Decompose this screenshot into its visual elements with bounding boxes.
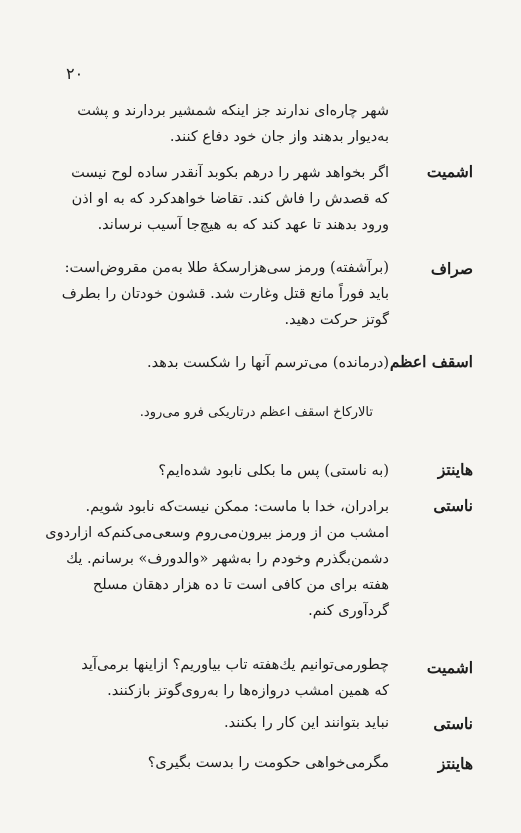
dialogue-entry: [43, 652, 473, 704]
dialogue-entry: [43, 458, 473, 484]
dialogue-entry: [43, 750, 473, 776]
dialogue-line: که قصدش را فاش کند. تقاضا خواهدکرد که به او اذن: [71, 191, 389, 207]
dialogue-line: که همین امشب دروازه‌ها را به‌روی‌گوتز بازکنند.: [107, 683, 389, 699]
dialogue-entry: [43, 494, 473, 624]
dialogue-text: [43, 255, 389, 333]
dialogue-entry: [43, 710, 473, 736]
dialogue-text: [43, 494, 389, 624]
speaker-name: ناستی: [433, 714, 473, 733]
dialogue-line: (درمانده) می‌ترسم آنها را شکست بدهد.: [147, 355, 389, 371]
dialogue-line: برادران، خدا با ماست: ممکن نیست‌که نابود شویم.: [85, 499, 389, 515]
dialogue-text: [43, 98, 389, 150]
dialogue-line: دشمن‌بگذرم وخودم را به‌شهر «والدورف» برسانم. یك: [66, 551, 389, 567]
dialogue-text: [43, 710, 389, 736]
dialogue-entry: [43, 98, 473, 150]
dialogue-line: مگرمی‌خواهی حکومت را بدست بگیری؟: [147, 755, 389, 771]
dialogue-text: [43, 458, 389, 484]
dialogue-line: باید فوراً مانع قتل وغارت شد. قشون خودتان را بطرف: [61, 286, 389, 302]
speaker-name: اسقف اعظم: [389, 352, 473, 371]
dialogue-line: هفته برای من کافی است تا ده هزار دهقان مسلح: [92, 577, 389, 593]
dialogue-line: (برآشفته) ورمز سی‌هزارسکهٔ طلا به‌من مقروض‌است:: [64, 260, 389, 276]
dialogue-text: [43, 160, 389, 238]
speaker-name: صراف: [430, 259, 473, 278]
dialogue-text: [43, 652, 389, 704]
dialogue-line: امشب من از ورمز بیرون‌می‌روم وسعی‌می‌کنم‌که ازاردوی: [45, 525, 389, 541]
dialogue-line: نباید بتوانند این کار را بکنند.: [224, 715, 389, 731]
dialogue-line: گوتز حرکت دهید.: [284, 312, 389, 328]
page-number: ۲۰: [66, 64, 84, 83]
stage-direction: تالارکاخ اسقف اعظم درتاریکی فرو می‌رود.: [139, 405, 373, 420]
speaker-name: هاینتز: [437, 460, 473, 479]
speaker-name: هاینتز: [437, 754, 473, 773]
dialogue-line: شهر چاره‌ای ندارند جز اینکه شمشیر بردارند و پشت: [77, 103, 389, 119]
dialogue-line: چطورمی‌توانیم یك‌هفته تاب بیاوریم؟ ازاینها برمی‌آید: [81, 657, 389, 673]
speaker-name: اشمیت: [426, 658, 473, 677]
dialogue-line: (به ناستی) پس ما بکلی نابود شده‌ایم؟: [158, 463, 389, 479]
dialogue-entry: [43, 255, 473, 333]
speaker-name: اشمیت: [426, 162, 473, 181]
dialogue-line: به‌دیوار بدهند واز جان خود دفاع کنند.: [169, 129, 389, 145]
dialogue-entry: [43, 160, 473, 238]
speaker-name: ناستی: [433, 496, 473, 515]
dialogue-line: گردآوری کنم.: [308, 603, 389, 619]
dialogue-line: ورود بدهند تا عهد کند که به هیچ‌جا آسیب نرساند.: [97, 217, 389, 233]
dialogue-text: [43, 350, 389, 376]
dialogue-line: اگر بخواهد شهر را درهم بکوبد آنقدر ساده لوح نیست: [71, 165, 389, 181]
dialogue-text: [43, 750, 389, 776]
dialogue-entry: [43, 350, 473, 376]
